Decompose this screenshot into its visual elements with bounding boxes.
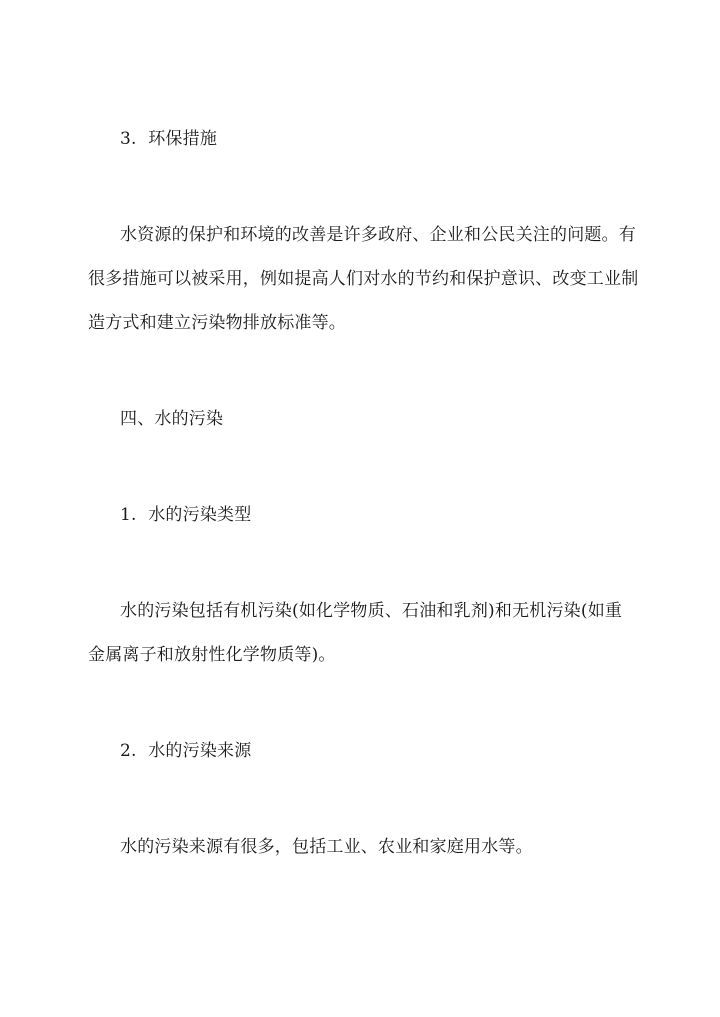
- paragraph-line: 造方式和建立污染物排放标准等。: [88, 313, 346, 333]
- section-heading-pollution-types: [120, 504, 251, 526]
- section-number: 2.: [120, 741, 137, 761]
- section-title: 环保措施: [148, 129, 218, 149]
- section-title: 水的污染类型: [148, 505, 252, 525]
- section-heading-environmental-measures: [120, 128, 217, 150]
- section-title: 水的污染来源: [148, 741, 252, 761]
- paragraph-line: 水的污染来源有很多，包括工业、农业和家庭用水等。: [120, 837, 533, 857]
- chapter-heading-water-pollution: 四、水的污染: [120, 409, 224, 429]
- section-number: 3.: [120, 129, 137, 149]
- paragraph-line: 很多措施可以被采用，例如提高人们对水的节约和保护意识、改变工业制: [88, 269, 639, 289]
- paragraph-line: 水的污染包括有机污染(如化学物质、石油和乳剂)和无机污染(如重: [120, 601, 623, 621]
- paragraph-line: 金属离子和放射性化学物质等)。: [88, 645, 336, 665]
- section-number: 1.: [120, 505, 137, 525]
- section-heading-pollution-sources: [120, 740, 251, 762]
- paragraph-line: 水资源的保护和环境的改善是许多政府、企业和公民关注的问题。有: [120, 225, 636, 245]
